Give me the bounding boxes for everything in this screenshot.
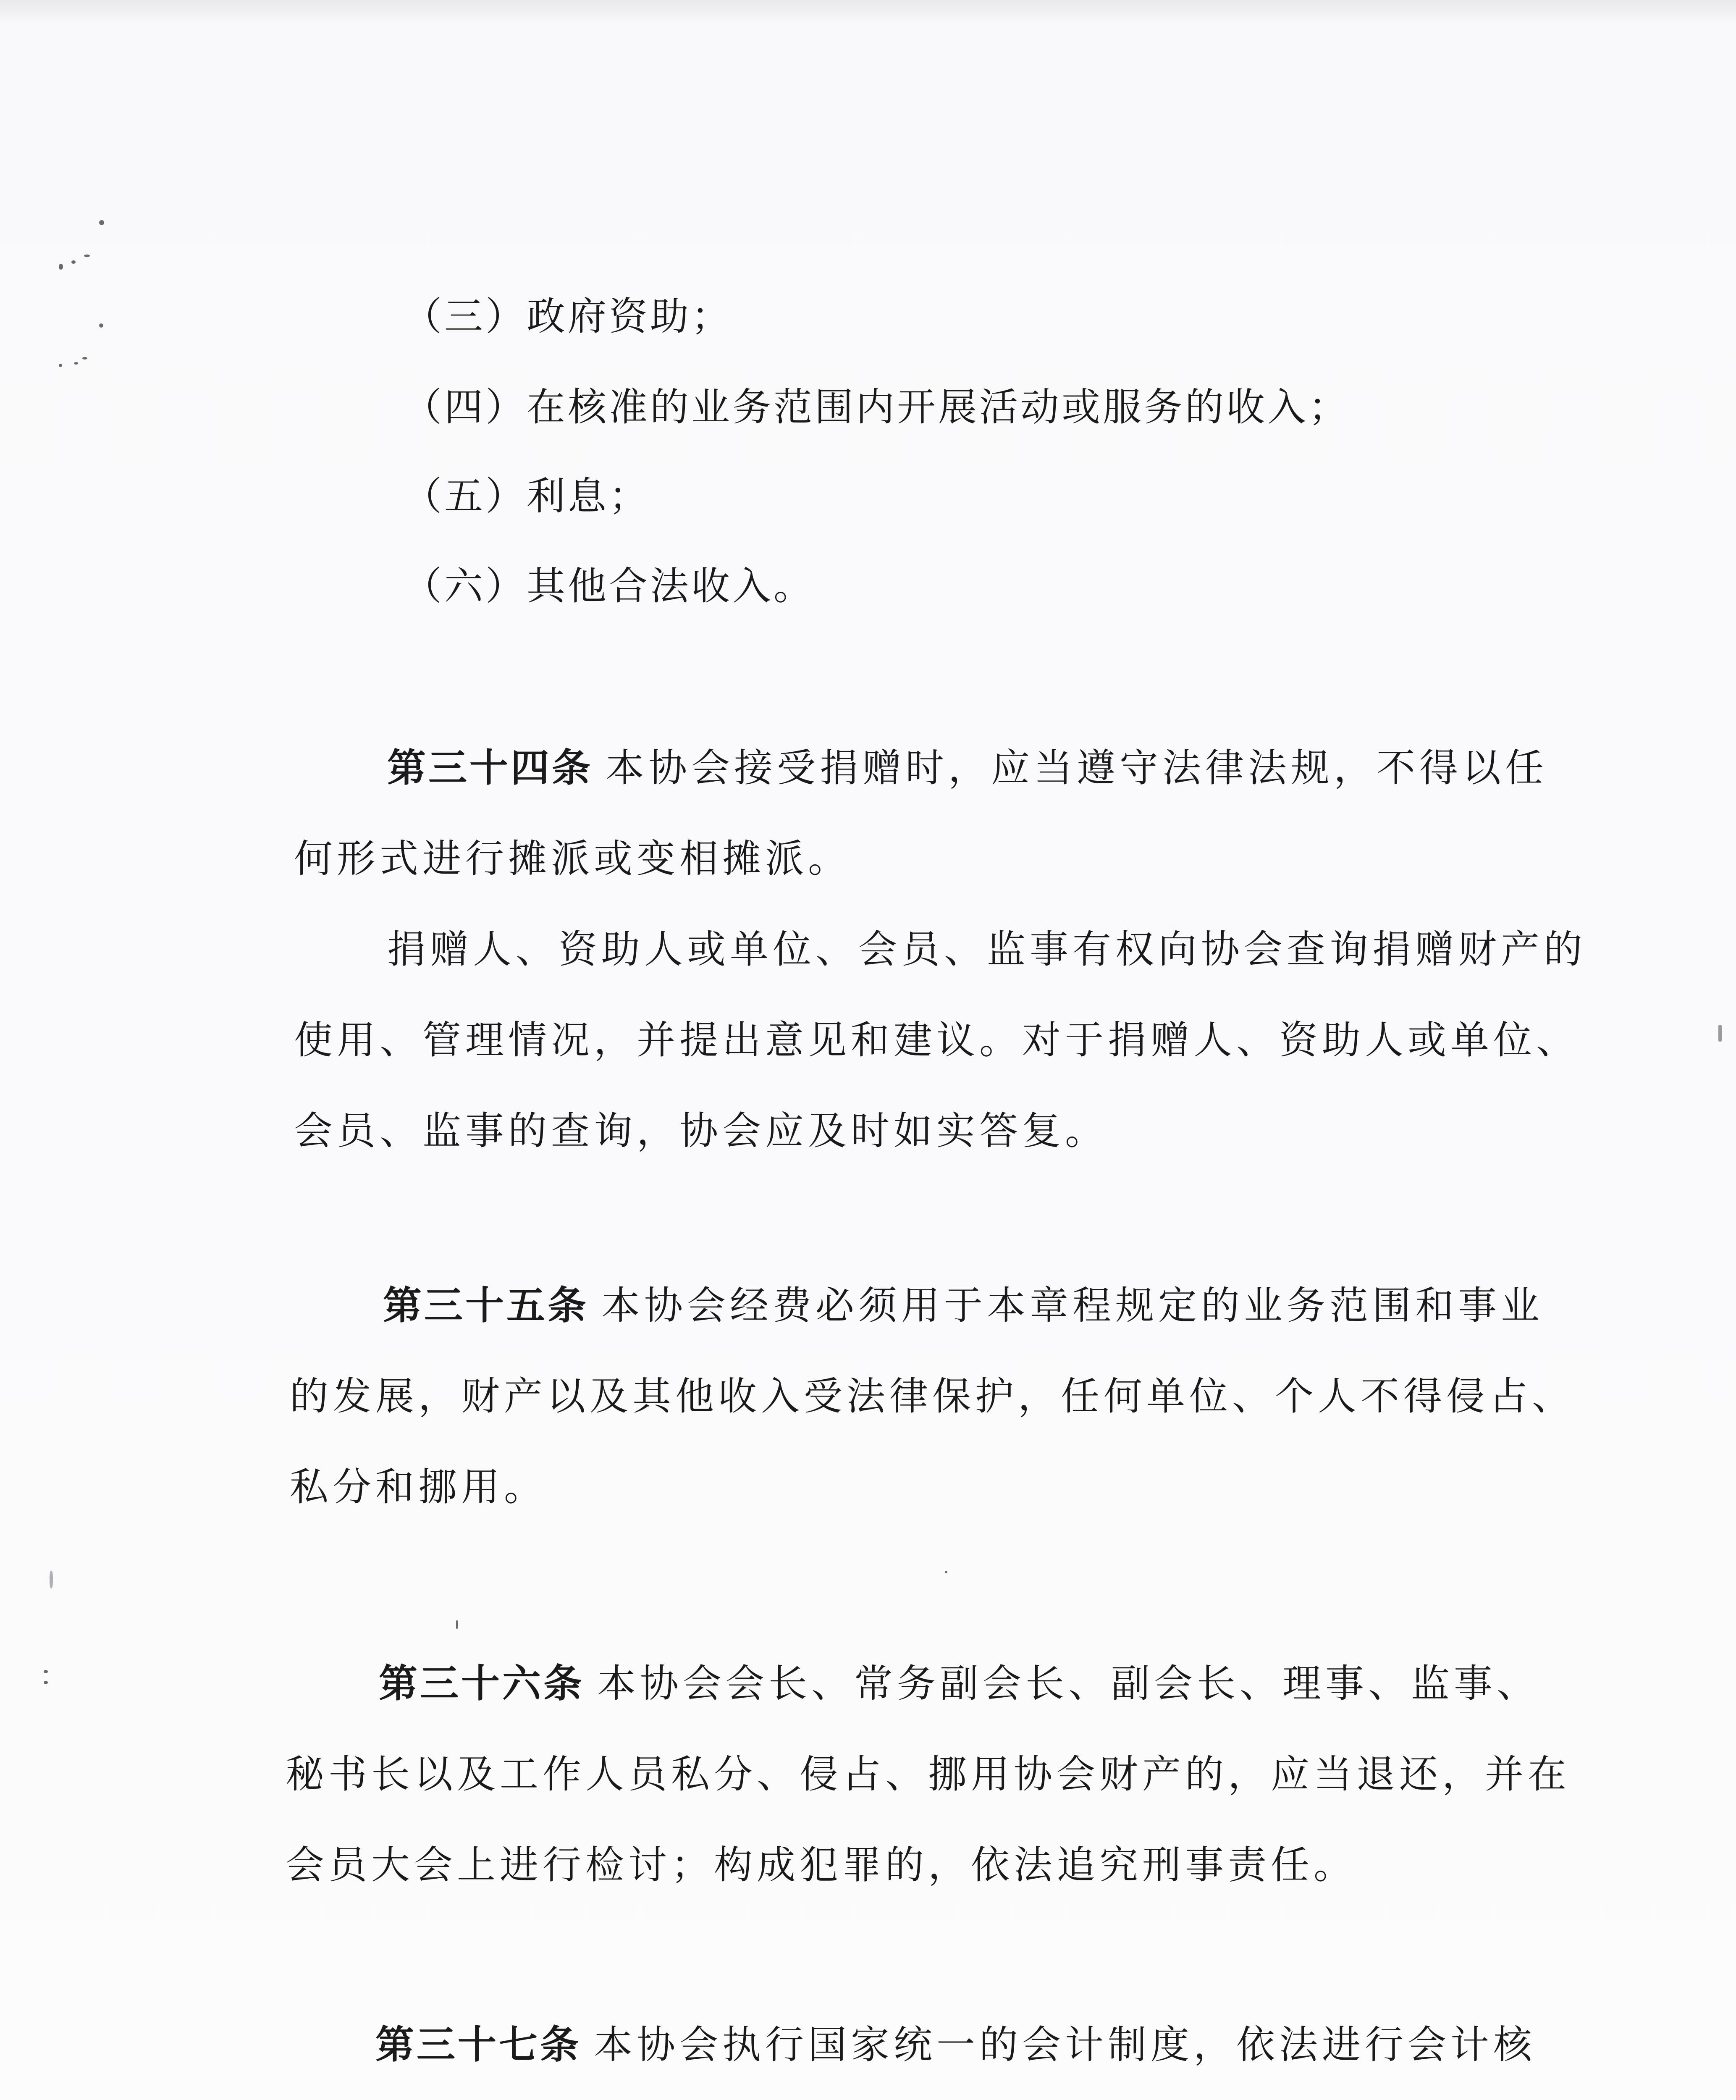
article-text: 私分和挪用。 [290, 1465, 547, 1509]
article-heading: 第三十五条 [383, 1283, 589, 1328]
article-text: 本协会接受捐赠时，应当遵守法律法规，不得以任 [606, 746, 1548, 790]
article-text: 会员、监事的查询，协会应及时如实答复。 [294, 1108, 1108, 1153]
scan-speck [59, 364, 62, 367]
scan-speck [456, 1620, 458, 1629]
scan-speck [44, 1681, 48, 1684]
scan-speck [50, 1571, 53, 1588]
scan-speck [1718, 1025, 1722, 1042]
article-35 [290, 1260, 1575, 1533]
article-heading: 第三十七条 [375, 2022, 582, 2067]
article-heading: 第三十六条 [379, 1661, 585, 1706]
article-text [282, 2090, 1567, 2100]
scan-speck [74, 362, 78, 365]
scan-speck [99, 323, 103, 328]
article-text: 本协会经费必须用于本章程规定的业务范围和事业 [601, 1283, 1544, 1328]
article-34 [294, 722, 1587, 1176]
list-item: （六）其他合法收入。 [403, 564, 815, 609]
article-text: 何形式进行摊派或变相摊派。 [294, 836, 851, 881]
article-text: 本协会执行国家统一的会计制度，依法进行会计核 [594, 2022, 1537, 2067]
article-text: 捐赠人、资助人或单位、会员、监事有权向协会查询捐赠财产的 [387, 927, 1587, 972]
scan-speck [945, 1571, 947, 1573]
list-item: （三）政府资助； [403, 294, 733, 339]
article-36 [286, 1638, 1571, 1911]
article-37 [282, 1999, 1567, 2100]
scan-speck [99, 220, 104, 225]
scan-speck [44, 1670, 48, 1673]
scan-speck [71, 260, 76, 264]
article-text: 会员大会上进行检讨；构成犯罪的，依法追究刑事责任。 [286, 1843, 1357, 1887]
scan-speck [59, 264, 63, 270]
scan-speck [84, 255, 90, 257]
list-item: （四）在核准的业务范围内开展活动或服务的收入； [403, 385, 1350, 430]
list-item: （五）利息； [403, 474, 650, 519]
article-text: 的发展，财产以及其他收入受法律保护，任何单位、个人不得侵占、 [290, 1374, 1575, 1419]
scan-speck [82, 357, 87, 360]
article-heading: 第三十四条 [387, 745, 593, 790]
article-text: 秘书长以及工作人员私分、侵占、挪用协会财产的，应当退还，并在 [286, 1752, 1571, 1797]
article-text: 本协会会长、常务副会长、副会长、理事、监事、 [597, 1661, 1540, 1706]
article-text: 使用、管理情况，并提出意见和建议。对于捐赠人、资助人或单位、 [294, 1018, 1579, 1063]
